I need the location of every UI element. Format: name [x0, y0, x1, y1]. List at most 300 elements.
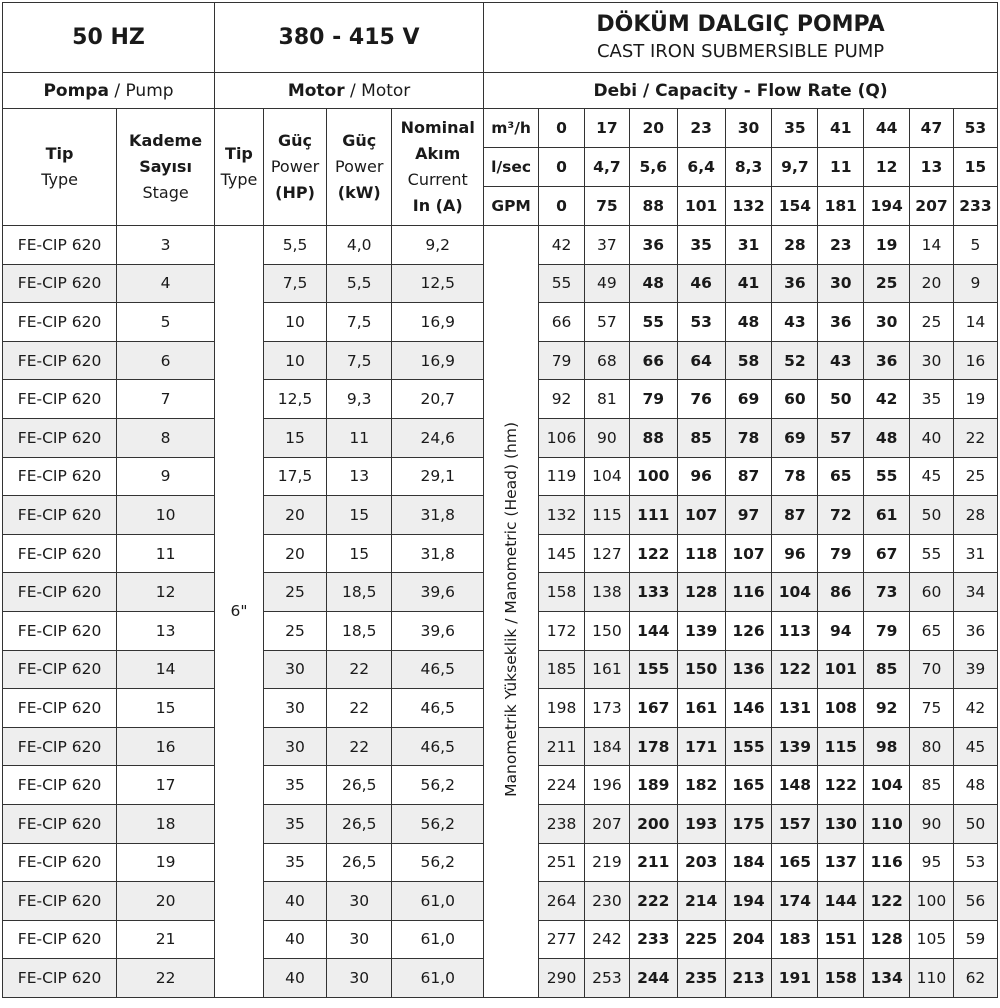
- head-value: 64: [677, 341, 725, 380]
- head-value: 171: [677, 727, 725, 766]
- power-hp: 40: [263, 882, 326, 921]
- flow-value: 35: [772, 109, 818, 148]
- head-value: 173: [584, 689, 629, 728]
- head-value: 42: [864, 380, 910, 419]
- flow-value: 5,6: [629, 148, 677, 187]
- power-kw: 26,5: [327, 843, 392, 882]
- col-stage-tr2: Sayısı: [139, 157, 192, 176]
- head-value: 68: [584, 341, 629, 380]
- head-value: 174: [772, 882, 818, 921]
- head-value: 40: [910, 418, 954, 457]
- head-value: 144: [629, 611, 677, 650]
- head-value: 48: [629, 264, 677, 303]
- flow-value: 8,3: [725, 148, 772, 187]
- flow-value: 75: [584, 187, 629, 226]
- power-hp: 7,5: [263, 264, 326, 303]
- nominal-current: 16,9: [392, 341, 484, 380]
- head-value: 31: [725, 226, 772, 265]
- head-value: 35: [677, 226, 725, 265]
- head-value: 193: [677, 804, 725, 843]
- power-kw: 26,5: [327, 804, 392, 843]
- head-value: 39: [953, 650, 997, 689]
- head-value: 203: [677, 843, 725, 882]
- head-value: 79: [864, 611, 910, 650]
- flow-value: 233: [953, 187, 997, 226]
- head-value: 251: [539, 843, 585, 882]
- head-value: 43: [772, 303, 818, 342]
- head-value: 45: [910, 457, 954, 496]
- pump-model: FE-CIP 620: [3, 766, 117, 805]
- pump-model: FE-CIP 620: [3, 882, 117, 921]
- head-value: 49: [584, 264, 629, 303]
- head-value: 50: [910, 496, 954, 535]
- nominal-current: 12,5: [392, 264, 484, 303]
- head-value: 76: [677, 380, 725, 419]
- head-value: 165: [772, 843, 818, 882]
- head-value: 85: [677, 418, 725, 457]
- flow-value: 12: [864, 148, 910, 187]
- col-type-header: [3, 109, 117, 226]
- motor-label-tr: Motor: [287, 80, 345, 101]
- nominal-current: 31,8: [392, 534, 484, 573]
- power-hp: 35: [263, 766, 326, 805]
- head-value: 42: [953, 689, 997, 728]
- head-value: 131: [772, 689, 818, 728]
- stage-count: 6: [117, 341, 215, 380]
- head-value: 94: [818, 611, 864, 650]
- col-kw-unit: (kW): [337, 183, 381, 202]
- head-value: 105: [910, 920, 954, 959]
- pump-model: FE-CIP 620: [3, 264, 117, 303]
- head-value: 45: [953, 727, 997, 766]
- head-value: 62: [953, 959, 997, 998]
- head-value: 48: [864, 418, 910, 457]
- power-kw: 13: [327, 457, 392, 496]
- head-value: 182: [677, 766, 725, 805]
- power-hp: 10: [263, 341, 326, 380]
- head-value: 20: [910, 264, 954, 303]
- head-value: 158: [818, 959, 864, 998]
- head-value: 106: [539, 418, 585, 457]
- stage-count: 8: [117, 418, 215, 457]
- head-value: 196: [584, 766, 629, 805]
- head-value: 224: [539, 766, 585, 805]
- flow-value: 9,7: [772, 148, 818, 187]
- head-value: 28: [772, 226, 818, 265]
- power-hp: 12,5: [263, 380, 326, 419]
- head-value: 104: [584, 457, 629, 496]
- pump-label-en: Pump: [125, 80, 174, 101]
- head-value: 79: [818, 534, 864, 573]
- stage-count: 22: [117, 959, 215, 998]
- head-value: 87: [772, 496, 818, 535]
- head-value: 78: [772, 457, 818, 496]
- head-value: 96: [677, 457, 725, 496]
- head-value: 155: [629, 650, 677, 689]
- nominal-current: 46,5: [392, 727, 484, 766]
- flow-value: 0: [539, 109, 585, 148]
- head-value: 36: [629, 226, 677, 265]
- flow-value: 30: [725, 109, 772, 148]
- head-value: 290: [539, 959, 585, 998]
- head-value: 69: [772, 418, 818, 457]
- head-value: 30: [864, 303, 910, 342]
- power-hp: 35: [263, 843, 326, 882]
- head-value: 101: [818, 650, 864, 689]
- head-value: 60: [772, 380, 818, 419]
- flow-value: 207: [910, 187, 954, 226]
- pump-model: FE-CIP 620: [3, 689, 117, 728]
- pump-model: FE-CIP 620: [3, 727, 117, 766]
- head-value: 126: [725, 611, 772, 650]
- col-hp-unit: (HP): [275, 183, 315, 202]
- stage-count: 7: [117, 380, 215, 419]
- head-value: 55: [910, 534, 954, 573]
- col-stage-header: [117, 109, 215, 226]
- power-hp: 25: [263, 611, 326, 650]
- head-value: 19: [864, 226, 910, 265]
- head-value: 87: [725, 457, 772, 496]
- head-value: 277: [539, 920, 585, 959]
- head-value: 90: [584, 418, 629, 457]
- head-value: 95: [910, 843, 954, 882]
- power-hp: 40: [263, 959, 326, 998]
- head-value: 55: [864, 457, 910, 496]
- head-axis-label-cell: [484, 226, 539, 998]
- head-value: 69: [725, 380, 772, 419]
- head-value: 78: [725, 418, 772, 457]
- head-value: 36: [772, 264, 818, 303]
- power-kw: 18,5: [327, 611, 392, 650]
- head-value: 128: [677, 573, 725, 612]
- stage-count: 14: [117, 650, 215, 689]
- nominal-current: 56,2: [392, 843, 484, 882]
- stage-count: 17: [117, 766, 215, 805]
- head-value: 85: [864, 650, 910, 689]
- head-value: 79: [629, 380, 677, 419]
- head-value: 36: [864, 341, 910, 380]
- head-value: 100: [910, 882, 954, 921]
- col-hp-en: Power: [270, 157, 320, 176]
- flow-value: 13: [910, 148, 954, 187]
- head-value: 92: [864, 689, 910, 728]
- title-en: CAST IRON SUBMERSIBLE PUMP: [596, 40, 885, 62]
- col-type-en: Type: [41, 170, 78, 189]
- head-value: 104: [772, 573, 818, 612]
- power-kw: 30: [327, 920, 392, 959]
- head-value: 116: [725, 573, 772, 612]
- pump-model: FE-CIP 620: [3, 341, 117, 380]
- power-hp: 30: [263, 689, 326, 728]
- head-value: 161: [584, 650, 629, 689]
- nominal-current: 39,6: [392, 573, 484, 612]
- head-value: 137: [818, 843, 864, 882]
- head-value: 110: [910, 959, 954, 998]
- head-value: 58: [725, 341, 772, 380]
- stage-count: 15: [117, 689, 215, 728]
- col-motor-type-tr: Tip: [225, 144, 253, 163]
- head-value: 37: [584, 226, 629, 265]
- head-value: 70: [910, 650, 954, 689]
- table-row: [3, 226, 998, 265]
- pump-model: FE-CIP 620: [3, 496, 117, 535]
- nominal-current: 24,6: [392, 418, 484, 457]
- head-value: 139: [677, 611, 725, 650]
- head-value: 138: [584, 573, 629, 612]
- head-value: 41: [725, 264, 772, 303]
- col-current-tr2: Akım: [415, 144, 461, 163]
- head-value: 198: [539, 689, 585, 728]
- power-hp: 10: [263, 303, 326, 342]
- pump-model: FE-CIP 620: [3, 418, 117, 457]
- nominal-current: 9,2: [392, 226, 484, 265]
- stage-count: 4: [117, 264, 215, 303]
- head-value: 98: [864, 727, 910, 766]
- col-current-tr1: Nominal: [400, 118, 475, 137]
- head-value: 61: [864, 496, 910, 535]
- pump-model: FE-CIP 620: [3, 611, 117, 650]
- head-value: 66: [539, 303, 585, 342]
- head-value: 115: [584, 496, 629, 535]
- flow-value: 0: [539, 148, 585, 187]
- head-value: 92: [539, 380, 585, 419]
- col-kw-header: [327, 109, 392, 226]
- title-tr: DÖKÜM DALGIÇ POMPA: [596, 11, 885, 37]
- head-value: 81: [584, 380, 629, 419]
- head-value: 183: [772, 920, 818, 959]
- power-kw: 15: [327, 534, 392, 573]
- head-value: 57: [584, 303, 629, 342]
- head-value: 172: [539, 611, 585, 650]
- col-stage-tr1: Kademe: [129, 131, 203, 150]
- power-hp: 30: [263, 650, 326, 689]
- stage-count: 19: [117, 843, 215, 882]
- power-hp: 40: [263, 920, 326, 959]
- head-value: 50: [953, 804, 997, 843]
- head-value: 189: [629, 766, 677, 805]
- head-value: 113: [772, 611, 818, 650]
- flow-value: 4,7: [584, 148, 629, 187]
- voltage-label: 380 - 415 V: [215, 3, 484, 73]
- power-kw: 22: [327, 689, 392, 728]
- power-kw: 15: [327, 496, 392, 535]
- col-motor-type-en: Type: [220, 170, 258, 189]
- head-value: 194: [725, 882, 772, 921]
- head-value: 56: [953, 882, 997, 921]
- power-kw: 26,5: [327, 766, 392, 805]
- head-value: 42: [539, 226, 585, 265]
- pump-model: FE-CIP 620: [3, 534, 117, 573]
- head-value: 75: [910, 689, 954, 728]
- head-value: 244: [629, 959, 677, 998]
- flow-value: 154: [772, 187, 818, 226]
- head-value: 53: [677, 303, 725, 342]
- pump-model: FE-CIP 620: [3, 303, 117, 342]
- flow-unit-label: m³/h: [484, 109, 539, 148]
- head-value: 155: [725, 727, 772, 766]
- head-value: 207: [584, 804, 629, 843]
- head-value: 225: [677, 920, 725, 959]
- head-value: 146: [725, 689, 772, 728]
- pump-label-tr: Pompa: [43, 80, 109, 101]
- nominal-current: 56,2: [392, 766, 484, 805]
- head-value: 43: [818, 341, 864, 380]
- col-stage-en: Stage: [142, 183, 189, 202]
- head-value: 115: [818, 727, 864, 766]
- head-value: 230: [584, 882, 629, 921]
- power-kw: 18,5: [327, 573, 392, 612]
- head-value: 219: [584, 843, 629, 882]
- stage-count: 5: [117, 303, 215, 342]
- motor-label-en: Motor: [361, 80, 411, 101]
- head-value: 14: [953, 303, 997, 342]
- head-value: 133: [629, 573, 677, 612]
- head-value: 184: [584, 727, 629, 766]
- head-axis-label: Manometrik Yükseklik / Manometric (Head) (hm): [502, 422, 521, 797]
- pump-model: FE-CIP 620: [3, 804, 117, 843]
- head-value: 211: [629, 843, 677, 882]
- power-kw: 4,0: [327, 226, 392, 265]
- head-value: 104: [864, 766, 910, 805]
- head-value: 118: [677, 534, 725, 573]
- head-value: 204: [725, 920, 772, 959]
- power-kw: 22: [327, 650, 392, 689]
- head-value: 30: [818, 264, 864, 303]
- head-value: 233: [629, 920, 677, 959]
- nominal-current: 46,5: [392, 650, 484, 689]
- col-current-header: [392, 109, 484, 226]
- head-value: 200: [629, 804, 677, 843]
- head-value: 57: [818, 418, 864, 457]
- pump-model: FE-CIP 620: [3, 959, 117, 998]
- head-value: 107: [677, 496, 725, 535]
- stage-count: 18: [117, 804, 215, 843]
- power-kw: 9,3: [327, 380, 392, 419]
- head-value: 16: [953, 341, 997, 380]
- head-value: 28: [953, 496, 997, 535]
- head-value: 175: [725, 804, 772, 843]
- col-type-tr: Tip: [45, 144, 74, 163]
- head-value: 31: [953, 534, 997, 573]
- head-value: 191: [772, 959, 818, 998]
- head-value: 161: [677, 689, 725, 728]
- col-kw-tr: Güç: [342, 131, 377, 150]
- stage-count: 9: [117, 457, 215, 496]
- head-value: 90: [910, 804, 954, 843]
- power-hp: 15: [263, 418, 326, 457]
- head-value: 79: [539, 341, 585, 380]
- power-kw: 30: [327, 959, 392, 998]
- head-value: 158: [539, 573, 585, 612]
- nominal-current: 46,5: [392, 689, 484, 728]
- motor-type-value: 6": [215, 226, 264, 998]
- power-hp: 20: [263, 534, 326, 573]
- head-value: 122: [864, 882, 910, 921]
- stage-count: 16: [117, 727, 215, 766]
- pump-model: FE-CIP 620: [3, 457, 117, 496]
- flow-value: 132: [725, 187, 772, 226]
- nominal-current: 31,8: [392, 496, 484, 535]
- head-value: 36: [818, 303, 864, 342]
- flow-value: 41: [818, 109, 864, 148]
- col-current-unit: In (A): [412, 196, 463, 215]
- head-value: 122: [772, 650, 818, 689]
- head-value: 46: [677, 264, 725, 303]
- head-value: 72: [818, 496, 864, 535]
- flow-value: 0: [539, 187, 585, 226]
- nominal-current: 29,1: [392, 457, 484, 496]
- head-value: 60: [910, 573, 954, 612]
- col-motor-type-header: [215, 109, 264, 226]
- col-hp-tr: Güç: [278, 131, 313, 150]
- head-value: 185: [539, 650, 585, 689]
- power-hp: 20: [263, 496, 326, 535]
- head-value: 88: [629, 418, 677, 457]
- head-value: 9: [953, 264, 997, 303]
- power-kw: 5,5: [327, 264, 392, 303]
- power-kw: 22: [327, 727, 392, 766]
- head-value: 35: [910, 380, 954, 419]
- head-value: 36: [953, 611, 997, 650]
- stage-count: 12: [117, 573, 215, 612]
- stage-count: 3: [117, 226, 215, 265]
- nominal-current: 61,0: [392, 959, 484, 998]
- head-value: 134: [864, 959, 910, 998]
- head-value: 53: [953, 843, 997, 882]
- head-value: 128: [864, 920, 910, 959]
- head-value: 23: [818, 226, 864, 265]
- head-value: 178: [629, 727, 677, 766]
- head-value: 211: [539, 727, 585, 766]
- power-hp: 25: [263, 573, 326, 612]
- nominal-current: 56,2: [392, 804, 484, 843]
- head-value: 122: [629, 534, 677, 573]
- flow-value: 6,4: [677, 148, 725, 187]
- stage-count: 20: [117, 882, 215, 921]
- head-value: 67: [864, 534, 910, 573]
- head-value: 150: [677, 650, 725, 689]
- motor-label: [215, 73, 484, 109]
- nominal-current: 61,0: [392, 882, 484, 921]
- head-value: 52: [772, 341, 818, 380]
- pump-model: FE-CIP 620: [3, 650, 117, 689]
- flow-value: 11: [818, 148, 864, 187]
- head-value: 222: [629, 882, 677, 921]
- head-value: 100: [629, 457, 677, 496]
- head-value: 48: [953, 766, 997, 805]
- pump-model: FE-CIP 620: [3, 573, 117, 612]
- pump-label: [3, 73, 215, 109]
- power-hp: 17,5: [263, 457, 326, 496]
- head-value: 127: [584, 534, 629, 573]
- title-cell: [484, 3, 998, 73]
- flow-value: 88: [629, 187, 677, 226]
- flow-value: 17: [584, 109, 629, 148]
- head-value: 253: [584, 959, 629, 998]
- nominal-current: 39,6: [392, 611, 484, 650]
- head-value: 55: [539, 264, 585, 303]
- power-hp: 5,5: [263, 226, 326, 265]
- head-value: 150: [584, 611, 629, 650]
- flow-value: 44: [864, 109, 910, 148]
- head-value: 235: [677, 959, 725, 998]
- head-value: 148: [772, 766, 818, 805]
- col-hp-header: [263, 109, 326, 226]
- head-value: 22: [953, 418, 997, 457]
- head-value: 80: [910, 727, 954, 766]
- head-value: 136: [725, 650, 772, 689]
- stage-count: 11: [117, 534, 215, 573]
